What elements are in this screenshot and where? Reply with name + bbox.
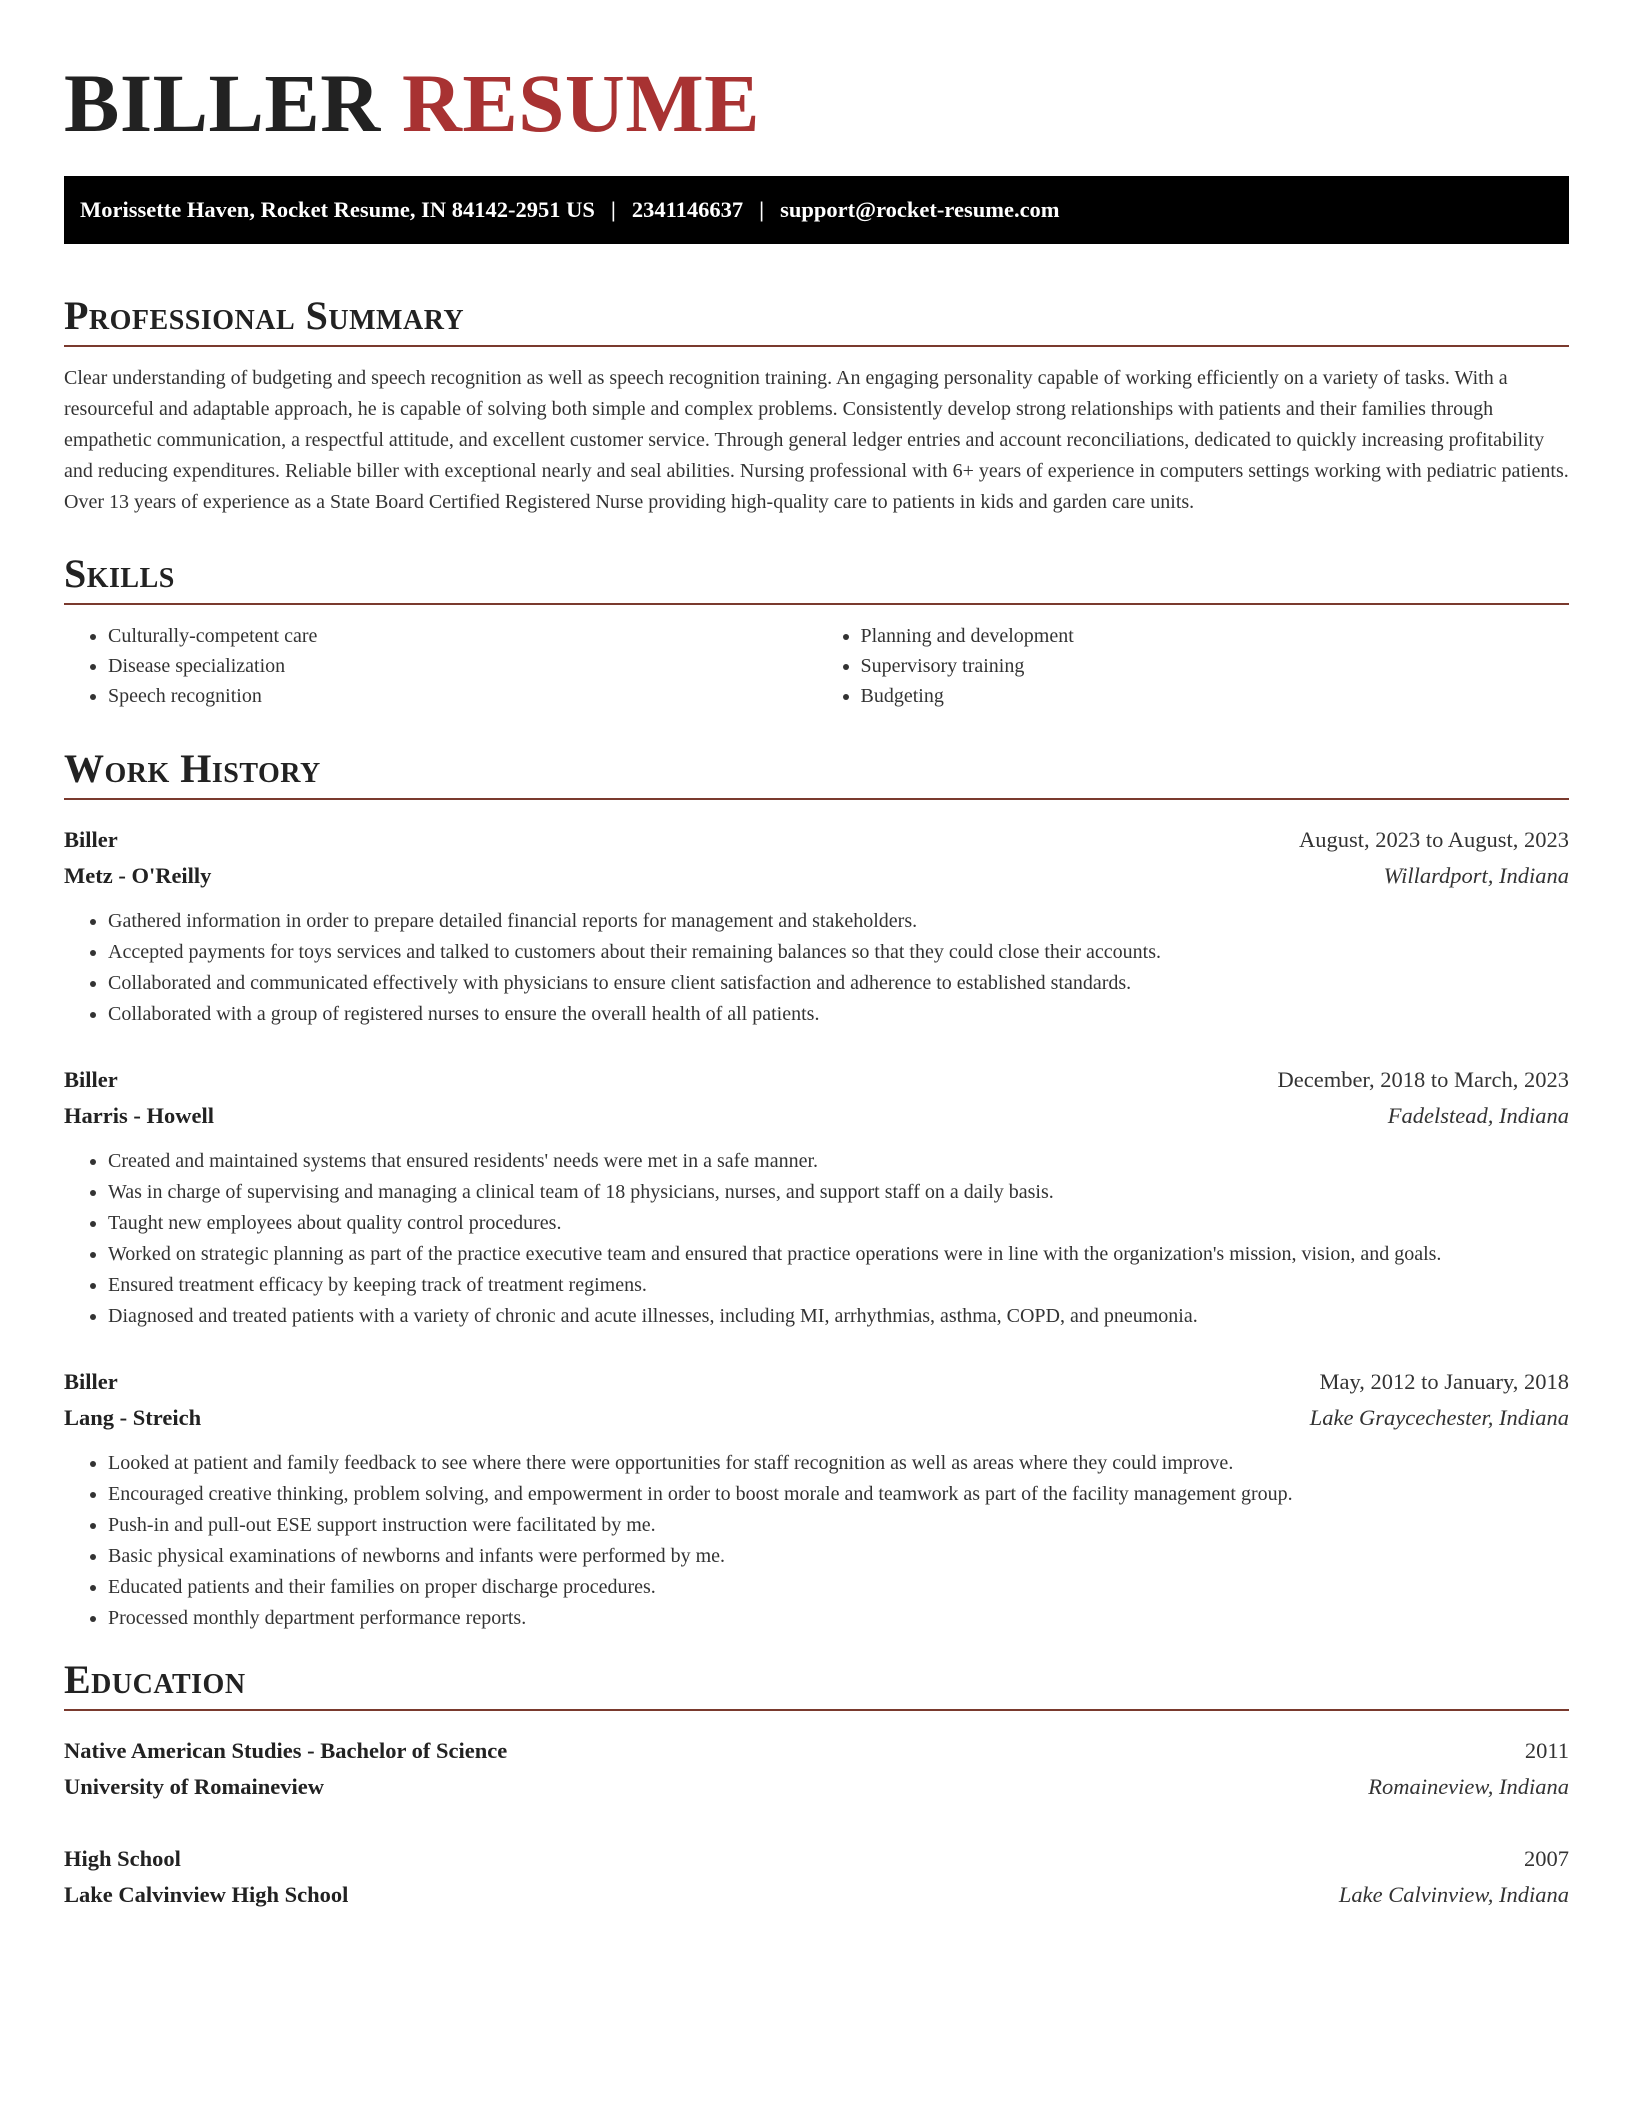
work-history-heading: Work History [64, 745, 1569, 800]
job-bullet: • Was in charge of supervising and managing a clinical team of 18 physicians, nurses, and support staff on a daily basis. [108, 1177, 1569, 1208]
skills-heading: Skills [64, 550, 1569, 605]
job-location: Fadelstead, Indiana [1387, 1103, 1569, 1128]
job-entry [64, 1062, 1569, 1332]
education-school: University of Romaineview [64, 1774, 324, 1799]
contact-bar [64, 176, 1569, 244]
education-school-row [64, 1769, 1569, 1805]
education-year: 2007 [1524, 1846, 1569, 1871]
job-bullet: • Educated patients and their families on proper discharge procedures. [108, 1572, 1569, 1603]
job-title-row [64, 1364, 1569, 1400]
job-title: Biller [64, 1369, 118, 1394]
contact-phone: 2341146637 [631, 197, 744, 222]
job-location: Lake Graycechester, Indiana [1309, 1405, 1569, 1430]
job-bullet: • Processed monthly department performance reports. [108, 1603, 1569, 1634]
job-location: Willardport, Indiana [1383, 863, 1569, 888]
skills-list-left [64, 621, 817, 711]
skills-section [64, 550, 1569, 711]
job-bullet: • Taught new employees about quality control procedures. [108, 1208, 1569, 1239]
education-section [64, 1656, 1569, 1913]
skills-columns [64, 621, 1569, 711]
job-bullet: • Diagnosed and treated patients with a variety of chronic and acute illnesses, including MI, arrhythmias, asthma, COPD, and pneumonia. [108, 1301, 1569, 1332]
job-bullet: • Gathered information in order to prepare detailed financial reports for management and stakeholders. [108, 906, 1569, 937]
job-bullet: • Collaborated with a group of registered nurses to ensure the overall health of all patients. [108, 999, 1569, 1030]
job-entry [64, 822, 1569, 1030]
job-bullet: • Basic physical examinations of newborns and infants were performed by me. [108, 1541, 1569, 1572]
work-history-section [64, 745, 1569, 1634]
job-bullet: • Collaborated and communicated effectively with physicians to ensure client satisfaction and adherence to established standards. [108, 968, 1569, 999]
summary-text: Clear understanding of budgeting and speech recognition as well as speech recognition training. An engaging personality capable of working efficiently on a variety of tasks. With a resourceful and adaptable approach, he is capable of solving both simple and complex problems. Consistently develop strong relationships with patients and their families through empathetic communication, a respectful attitude, and excellent customer service. Through general ledger entries and account reconciliations, dedicated to quickly increasing profitability and reducing expenditures. Reliable biller with exceptional nearly and seal abilities. Nursing professional with 6+ years of experience in computers settings working with pediatric patients. Over 13 years of experience as a State Board Certified Registered Nurse providing high-quality care to patients in kids and garden care units. [64, 367, 1569, 513]
job-entry [64, 1364, 1569, 1634]
job-company-row [64, 1098, 1569, 1134]
job-company-row [64, 858, 1569, 894]
job-title: Biller [64, 827, 118, 852]
job-bullets [64, 1146, 1569, 1332]
contact-separator: | [610, 197, 616, 222]
education-degree: Native American Studies - Bachelor of Science [64, 1738, 508, 1763]
job-bullet: • Encouraged creative thinking, problem solving, and empowerment in order to boost morale and teamwork as part of the facility management group. [108, 1479, 1569, 1510]
resume-page [64, 0, 1569, 1913]
job-company: Lang - Streich [64, 1405, 202, 1430]
education-location: Romaineview, Indiana [1368, 1774, 1569, 1799]
job-bullets [64, 906, 1569, 1030]
job-bullets [64, 1448, 1569, 1634]
job-company: Metz - O'Reilly [64, 863, 212, 888]
skills-list-right [817, 621, 1570, 711]
skill-item: • Supervisory training [861, 651, 1570, 681]
job-dates: August, 2023 to August, 2023 [1298, 827, 1569, 852]
education-school-row [64, 1877, 1569, 1913]
job-bullet: • Ensured treatment efficacy by keeping track of treatment regimens. [108, 1270, 1569, 1301]
job-title-row [64, 822, 1569, 858]
education-year: 2011 [1524, 1738, 1569, 1763]
job-dates: December, 2018 to March, 2023 [1277, 1067, 1569, 1092]
job-bullet: • Looked at patient and family feedback to see where there were opportunities for staff recognition as well as areas where they could improve. [108, 1448, 1569, 1479]
skill-item: • Planning and development [861, 621, 1570, 651]
resume-title [64, 0, 1569, 150]
skill-item: • Culturally-competent care [108, 621, 817, 651]
job-dates: May, 2012 to January, 2018 [1319, 1369, 1569, 1394]
job-title-row [64, 1062, 1569, 1098]
education-heading: Education [64, 1656, 1569, 1711]
title-name: BILLER [64, 57, 381, 149]
contact-address: Morissette Haven, Rocket Resume, IN 84142-2951 US [80, 197, 595, 222]
summary-section [64, 292, 1569, 518]
contact-separator: | [759, 197, 765, 222]
job-company-row [64, 1400, 1569, 1436]
education-degree-row [64, 1841, 1569, 1877]
education-degree: High School [64, 1846, 181, 1871]
job-bullet: • Created and maintained systems that ensured residents' needs were met in a safe manner. [108, 1146, 1569, 1177]
education-entry [64, 1733, 1569, 1805]
education-degree-row [64, 1733, 1569, 1769]
skill-item: • Budgeting [861, 681, 1570, 711]
job-title: Biller [64, 1067, 118, 1092]
skill-item: • Disease specialization [108, 651, 817, 681]
job-company: Harris - Howell [64, 1103, 214, 1128]
job-bullet: • Accepted payments for toys services and talked to customers about their remaining balances so that they could close their accounts. [108, 937, 1569, 968]
job-bullet: • Worked on strategic planning as part of the practice executive team and ensured that practice operations were in line with the organization's mission, vision, and goals. [108, 1239, 1569, 1270]
education-entry [64, 1841, 1569, 1913]
summary-heading: Professional Summary [64, 292, 1569, 347]
contact-email: support@rocket-resume.com [780, 197, 1060, 222]
job-bullet: • Push-in and pull-out ESE support instruction were facilitated by me. [108, 1510, 1569, 1541]
skill-item: • Speech recognition [108, 681, 817, 711]
education-location: Lake Calvinview, Indiana [1338, 1882, 1569, 1907]
title-accent: RESUME [401, 57, 761, 149]
education-school: Lake Calvinview High School [64, 1882, 349, 1907]
